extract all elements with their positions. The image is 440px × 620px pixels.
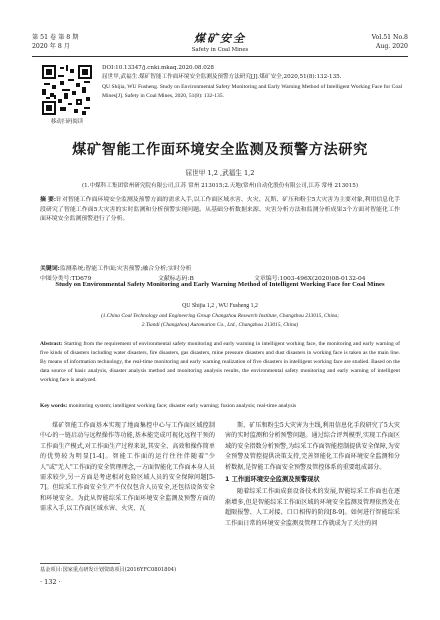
paper-title-en: Study on Environmental Safety Monitoring and Early Warning Method of Intelligent Working Face for Coal Mines	[55, 281, 385, 288]
affiliation-en-2: 2.Tiandi (Changzhou) Automation Co., Ltd., Changzhou 213015, China)	[141, 322, 299, 328]
qr-code-icon[interactable]	[42, 65, 92, 115]
body-paragraph: 斯、矿压和粉尘5大灾害为主线,利用信息化手段研究了5大灾害的实时监测和分析预警问题。通过综合评判模型,实现工作面区域的安全指数分析预警,为综采工作面智能控制提供安全保障,为安全预警及管控提供决策支持,完善智能化工作面环境安全监测和分析数据,是智能工作面安全预警及管控体系的重要组成部分。	[225, 422, 400, 471]
authors-en: QU Shijia 1,2 , WU Fusheng 1,2	[182, 303, 258, 309]
abstract-en	[40, 340, 400, 385]
paper-title: 煤矿智能工作面环境安全监测及预警方法研究	[72, 142, 368, 158]
funding-footnote: 基金项目:国家重点研发计划资助项目(2016YFC0801804)	[40, 567, 177, 573]
keywords-en: monitoring system; intelligent working face; disaster early warning; fusion analysis; real-time analysis	[68, 403, 297, 409]
issue-date-en: Aug. 2020	[375, 43, 408, 50]
keywords-en-label: Key words:	[40, 403, 68, 409]
body-paragraph: 随着综采工作面成套设备技术的发展,智能综采工作面也在逐渐增多,但是智能综采工作面区域的环境安全监测及管理依然处在超限报警、人工对接、口口相传的阶段[8-9]。如何进行智能综采工作面日常的环境安全监测及管理工作就成为了关注的问	[225, 488, 400, 527]
keywords-cn: 监测系统;智能工作面;灾害预警;融合分析;实时分析	[59, 266, 192, 272]
citation-block	[102, 64, 408, 102]
body-paragraph: 煤矿智能工作面基本实现了地面集控中心与工作面区域控制中心的一链启动与远程操作等功能,基本能完成可视化远程干预的工作面生产模式,对工作面生产过程来说,其安全、高效和操作简单的优势较为明显[1-4]。智能工作面的运行往往伴随着"少人"或"无人"工作面的安全管理理念,一方面智能化工作面本身人员需求较少,另一方面是考虑相对危险区域人员的安全保障问题[5-7]。但综采工作面安全生产不仅仅包含人员安全,还包括设备安全和环境安全。为此从智能综采工作面环境安全监测及预警方面的需求入手,以工作面区域水害、火灾、瓦	[40, 422, 215, 513]
body-column-left	[40, 421, 215, 515]
volume-issue: 第 51 卷 第 8 期	[32, 34, 79, 41]
citation-en: QU Shijia, WU Fusheng. Study on Environmental Safety Monitoring and Early Warning Method of Intelligent Working Face for Coal Mines[J]. Safety in Coal Mines, 2020, 51(8): 132-135.	[102, 83, 403, 100]
section-heading: 1 工作面环境安全监测及预警现状	[225, 476, 320, 484]
qr-caption: 移动扫码阅读	[50, 119, 84, 125]
issue-date: 2020 年 8 月	[32, 43, 70, 50]
citation-cn: 屈世甲,武福生.煤矿智能工作面环境安全监测及预警方法研究[J].煤矿安全,2020,51(8):132-135.	[102, 74, 342, 81]
abstract-en-text: Starting from the requirement of environmental safety monitoring and early warning in intelligent working face, the monitoring and early warning of five kinds of disasters including water disasters, fire disasters, gas disasters, mine pressure disasters and dust disasters in working face is taken as the main line. By means of information technology, the real-time monitoring and early warning realization of five disasters in intelligent working face are studied. Based on the data source of basic analysis, disaster analysis method and monitoring analysis results, the environmental safety monitoring and early warning of intelligent working face is analyzed.	[40, 341, 401, 384]
body-column-right	[225, 421, 400, 529]
abstract-text: 针对智能工作面环境安全监测及预警方面的需求入手,以工作面区域水害、火灾、瓦斯、矿压和粉尘5大灾害为主要对象,利用信息化手段研究了智能工作面5大灾害的实时监测和分析预警实现问题。从基础分析数据来源、灾害分析方法和监测分析成果3个方面对智能化工作面环境安全监测预警进行了分析。	[40, 197, 400, 223]
doi[interactable]: DOI:10.13347/j.cnki.mkaq.2020.08.028	[102, 65, 214, 71]
issue-info-right	[372, 33, 408, 51]
affiliation: (1.中煤科工集团常州研究院有限公司,江苏 常州 213015;2.天地(常州)自动化股份有限公司,江苏 常州 213015)	[81, 183, 359, 189]
clc-number: 中图分类号:TD679	[40, 276, 92, 282]
header-rule	[32, 56, 408, 57]
affiliation-en	[40, 312, 400, 330]
abstract-en-label: Abstract:	[40, 341, 63, 347]
abstract-label: 摘 要:	[40, 196, 57, 203]
article-number: 文章编号:1003-496X(2020)08-0132-04	[254, 276, 366, 282]
authors: 屈世甲 1,2 ,武福生 1,2	[185, 169, 255, 177]
volume-issue-en: Vol.51 No.8	[371, 34, 408, 41]
journal-name: 煤矿安全	[194, 32, 246, 45]
journal-name-en: Safety in Coal Mines	[191, 47, 249, 53]
keywords-label: 关键词:	[40, 265, 60, 272]
keywords-en-block	[40, 402, 400, 411]
affiliation-en-1: (1.China Coal Technology and Engineering Group Changzhou Research Institute, Changzhou 213015, China;	[100, 313, 340, 319]
abstract-cn	[40, 195, 400, 225]
document-code: 文献标志码:B	[158, 276, 194, 282]
page-number: · 132 ·	[40, 578, 61, 586]
footnote-rule	[40, 563, 120, 564]
journal-header	[0, 0, 440, 58]
